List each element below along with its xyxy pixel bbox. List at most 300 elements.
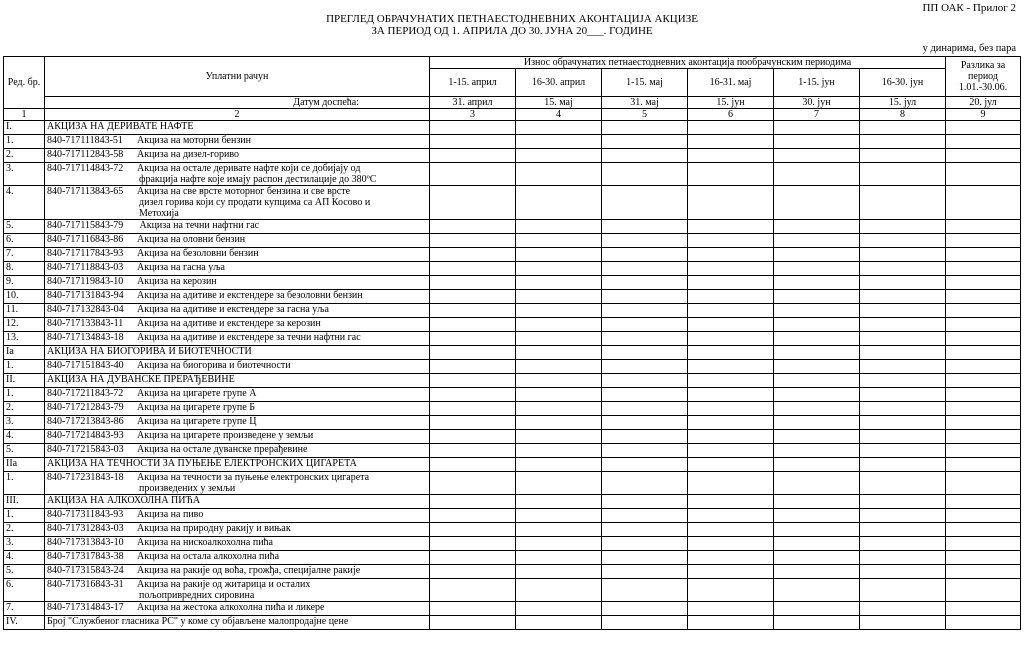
amount-cell[interactable] xyxy=(430,495,516,509)
amount-cell[interactable] xyxy=(860,602,946,616)
amount-cell[interactable] xyxy=(688,374,774,388)
amount-cell[interactable] xyxy=(860,276,946,290)
amount-cell[interactable] xyxy=(430,346,516,360)
amount-cell[interactable] xyxy=(602,495,688,509)
row-description xyxy=(45,402,430,416)
amount-cell[interactable] xyxy=(860,332,946,346)
amount-cell[interactable] xyxy=(516,290,602,304)
amount-cell[interactable] xyxy=(516,551,602,565)
amount-cell[interactable] xyxy=(946,444,1021,458)
amount-cell[interactable] xyxy=(602,276,688,290)
amount-cell[interactable] xyxy=(430,248,516,262)
amount-cell[interactable] xyxy=(946,616,1021,630)
amount-cell[interactable] xyxy=(774,248,860,262)
amount-cell[interactable] xyxy=(602,472,688,495)
amount-cell[interactable] xyxy=(774,537,860,551)
amount-cell[interactable] xyxy=(516,149,602,163)
amount-cell[interactable] xyxy=(516,430,602,444)
amount-cell[interactable] xyxy=(860,537,946,551)
amount-cell[interactable] xyxy=(516,135,602,149)
amount-cell[interactable] xyxy=(946,602,1021,616)
amount-cell[interactable] xyxy=(946,579,1021,602)
amount-cell[interactable] xyxy=(860,360,946,374)
amount-cell[interactable] xyxy=(860,579,946,602)
row-number: 8. xyxy=(4,262,45,276)
amount-cell[interactable] xyxy=(430,186,516,220)
amount-cell[interactable] xyxy=(774,402,860,416)
amount-cell[interactable] xyxy=(946,388,1021,402)
amount-cell[interactable] xyxy=(774,509,860,523)
amount-cell[interactable] xyxy=(860,220,946,234)
description-text: Акциза на безоловни бензин xyxy=(137,248,259,259)
amount-cell[interactable] xyxy=(688,416,774,430)
amount-cell[interactable] xyxy=(516,186,602,220)
amount-cell[interactable] xyxy=(516,374,602,388)
amount-cell[interactable] xyxy=(860,290,946,304)
table-row xyxy=(4,458,1021,472)
amount-cell[interactable] xyxy=(430,616,516,630)
amount-cell[interactable] xyxy=(688,248,774,262)
amount-cell[interactable] xyxy=(688,276,774,290)
amount-cell[interactable] xyxy=(946,523,1021,537)
amount-cell[interactable] xyxy=(602,430,688,444)
amount-cell[interactable] xyxy=(688,458,774,472)
description-text: Акциза на гасна уља xyxy=(137,262,225,273)
account-number: 840-717211843-72 xyxy=(47,388,124,399)
amount-cell[interactable] xyxy=(430,551,516,565)
amount-cell[interactable] xyxy=(688,523,774,537)
amount-cell[interactable] xyxy=(946,565,1021,579)
amount-cell[interactable] xyxy=(516,163,602,186)
row-description xyxy=(45,565,430,579)
amount-cell[interactable] xyxy=(430,388,516,402)
description-text: Акциза на нискоалкохолна пића xyxy=(137,537,273,548)
amount-cell[interactable] xyxy=(774,388,860,402)
amount-cell[interactable] xyxy=(516,318,602,332)
amount-cell[interactable] xyxy=(430,444,516,458)
amount-cell[interactable] xyxy=(602,186,688,220)
amount-cell[interactable] xyxy=(774,346,860,360)
amount-cell[interactable] xyxy=(946,472,1021,495)
account-number: 840-717314843-17 xyxy=(47,602,124,613)
description-text: АКЦИЗА НА ТЕЧНОСТИ ЗА ПУЊЕЊЕ ЕЛЕКТРОНСКИХ ЦИГАРЕТА xyxy=(47,458,357,469)
row-number: Iа xyxy=(4,346,45,360)
amount-cell[interactable] xyxy=(860,304,946,318)
amount-cell[interactable] xyxy=(430,220,516,234)
amount-cell[interactable] xyxy=(602,220,688,234)
header-row-due-dates xyxy=(4,97,1021,109)
amount-cell[interactable] xyxy=(602,444,688,458)
amount-cell[interactable] xyxy=(774,276,860,290)
amount-cell[interactable] xyxy=(946,248,1021,262)
amount-cell[interactable] xyxy=(688,186,774,220)
amount-cell[interactable] xyxy=(602,163,688,186)
amount-cell[interactable] xyxy=(602,304,688,318)
table-row xyxy=(4,149,1021,163)
row-number: 4. xyxy=(4,551,45,565)
amount-cell[interactable] xyxy=(516,537,602,551)
amount-cell[interactable] xyxy=(602,551,688,565)
amount-cell[interactable] xyxy=(602,458,688,472)
amount-cell[interactable] xyxy=(946,163,1021,186)
amount-cell[interactable] xyxy=(602,402,688,416)
amount-cell[interactable] xyxy=(946,276,1021,290)
row-description xyxy=(45,234,430,248)
amount-cell[interactable] xyxy=(602,523,688,537)
amount-cell[interactable] xyxy=(774,360,860,374)
amount-cell[interactable] xyxy=(946,121,1021,135)
amount-cell[interactable] xyxy=(602,388,688,402)
amount-cell[interactable] xyxy=(774,290,860,304)
description-text: Акциза на адитиве и екстендере за безоловни бензин xyxy=(137,290,363,301)
amount-cell[interactable] xyxy=(946,290,1021,304)
amount-cell[interactable] xyxy=(946,537,1021,551)
amount-cell[interactable] xyxy=(860,472,946,495)
row-description xyxy=(45,262,430,276)
amount-cell[interactable] xyxy=(688,163,774,186)
amount-cell[interactable] xyxy=(774,186,860,220)
amount-cell[interactable] xyxy=(688,346,774,360)
amount-cell[interactable] xyxy=(516,121,602,135)
amount-cell[interactable] xyxy=(946,458,1021,472)
description-text: Акциза на жестока алкохолна пића и ликере xyxy=(137,602,325,613)
amount-cell[interactable] xyxy=(946,220,1021,234)
amount-cell[interactable] xyxy=(688,234,774,248)
amount-cell[interactable] xyxy=(774,430,860,444)
amount-cell[interactable] xyxy=(688,537,774,551)
amount-cell[interactable] xyxy=(946,495,1021,509)
amount-cell[interactable] xyxy=(516,332,602,346)
description-text: Акциза на ракије од житарица и осталих xyxy=(137,579,311,590)
amount-cell[interactable] xyxy=(430,509,516,523)
amount-cell[interactable] xyxy=(602,346,688,360)
table-row xyxy=(4,374,1021,388)
amount-cell[interactable] xyxy=(688,262,774,276)
description-text: Акциза на биогорива и биотечности xyxy=(137,360,291,371)
amount-cell[interactable] xyxy=(516,402,602,416)
amount-cell[interactable] xyxy=(860,234,946,248)
amount-cell[interactable] xyxy=(860,149,946,163)
amount-cell[interactable] xyxy=(516,523,602,537)
amount-cell[interactable] xyxy=(430,121,516,135)
table-row xyxy=(4,579,1021,602)
amount-cell[interactable] xyxy=(430,135,516,149)
account-number: 840-717132843-04 xyxy=(47,304,124,315)
description-text: Акциза на природну ракију и вињак xyxy=(137,523,291,534)
amount-cell[interactable] xyxy=(516,579,602,602)
amount-cell[interactable] xyxy=(860,248,946,262)
amount-cell[interactable] xyxy=(688,290,774,304)
amount-cell[interactable] xyxy=(688,579,774,602)
row-number: 6. xyxy=(4,234,45,248)
amount-cell[interactable] xyxy=(602,332,688,346)
amount-cell[interactable] xyxy=(430,537,516,551)
amount-cell[interactable] xyxy=(688,304,774,318)
description-text: Акциза на пиво xyxy=(137,509,204,520)
amount-cell[interactable] xyxy=(946,262,1021,276)
amount-cell[interactable] xyxy=(860,402,946,416)
amount-cell[interactable] xyxy=(516,234,602,248)
amount-cell[interactable] xyxy=(774,458,860,472)
table-row xyxy=(4,318,1021,332)
amount-cell[interactable] xyxy=(516,472,602,495)
row-number: 9. xyxy=(4,276,45,290)
form-code: ПП ОАК - Прилог 2 xyxy=(922,2,1016,14)
amount-cell[interactable] xyxy=(688,332,774,346)
amount-cell[interactable] xyxy=(688,444,774,458)
amount-cell[interactable] xyxy=(516,602,602,616)
account-number: 840-717119843-10 xyxy=(47,276,124,287)
amount-cell[interactable] xyxy=(946,430,1021,444)
amount-cell[interactable] xyxy=(774,163,860,186)
amount-cell[interactable] xyxy=(774,602,860,616)
amount-cell[interactable] xyxy=(946,402,1021,416)
amount-cell[interactable] xyxy=(602,135,688,149)
amount-cell[interactable] xyxy=(774,565,860,579)
amount-cell[interactable] xyxy=(602,248,688,262)
amount-cell[interactable] xyxy=(688,430,774,444)
amount-cell[interactable] xyxy=(430,523,516,537)
amount-cell[interactable] xyxy=(516,416,602,430)
amount-cell[interactable] xyxy=(602,360,688,374)
amount-cell[interactable] xyxy=(602,262,688,276)
amount-cell[interactable] xyxy=(688,616,774,630)
amount-cell[interactable] xyxy=(430,234,516,248)
account-number: 840-717316843-31 xyxy=(47,579,124,590)
amount-cell[interactable] xyxy=(774,495,860,509)
amount-cell[interactable] xyxy=(430,163,516,186)
row-description xyxy=(45,537,430,551)
amount-cell[interactable] xyxy=(516,495,602,509)
col-number: 7 xyxy=(774,109,860,121)
description-text: Акциза на ракије од воћа, грожђа, специјалне ракије xyxy=(137,565,361,576)
amount-cell[interactable] xyxy=(946,149,1021,163)
amount-cell[interactable] xyxy=(774,523,860,537)
amount-cell[interactable] xyxy=(688,388,774,402)
amount-cell[interactable] xyxy=(602,602,688,616)
header-row-group xyxy=(4,57,1021,69)
row-number: 7. xyxy=(4,248,45,262)
row-description xyxy=(45,276,430,290)
amount-cell[interactable] xyxy=(946,186,1021,220)
amount-cell[interactable] xyxy=(430,290,516,304)
row-number: 4. xyxy=(4,430,45,444)
row-number: 10. xyxy=(4,290,45,304)
amount-cell[interactable] xyxy=(516,262,602,276)
amount-cell[interactable] xyxy=(430,416,516,430)
amount-cell[interactable] xyxy=(774,149,860,163)
header-period: 1-15. јун xyxy=(774,69,860,97)
amount-cell[interactable] xyxy=(774,234,860,248)
amount-cell[interactable] xyxy=(860,163,946,186)
row-description xyxy=(45,616,430,630)
amount-cell[interactable] xyxy=(774,332,860,346)
amount-cell[interactable] xyxy=(946,374,1021,388)
table-row xyxy=(4,602,1021,616)
amount-cell[interactable] xyxy=(688,402,774,416)
amount-cell[interactable] xyxy=(688,602,774,616)
amount-cell[interactable] xyxy=(946,332,1021,346)
row-description xyxy=(45,579,430,602)
amount-cell[interactable] xyxy=(516,565,602,579)
amount-cell[interactable] xyxy=(774,551,860,565)
amount-cell[interactable] xyxy=(946,551,1021,565)
amount-cell[interactable] xyxy=(774,262,860,276)
account-number: 840-717315843-24 xyxy=(47,565,124,576)
row-description xyxy=(45,509,430,523)
row-number: 6. xyxy=(4,579,45,602)
amount-cell[interactable] xyxy=(602,416,688,430)
amount-cell[interactable] xyxy=(774,444,860,458)
amount-cell[interactable] xyxy=(774,220,860,234)
amount-cell[interactable] xyxy=(430,565,516,579)
amount-cell[interactable] xyxy=(602,290,688,304)
amount-cell[interactable] xyxy=(430,304,516,318)
amount-cell[interactable] xyxy=(860,495,946,509)
amount-cell[interactable] xyxy=(602,374,688,388)
amount-cell[interactable] xyxy=(602,318,688,332)
amount-cell[interactable] xyxy=(430,276,516,290)
table-row xyxy=(4,565,1021,579)
amount-cell[interactable] xyxy=(860,416,946,430)
amount-cell[interactable] xyxy=(774,616,860,630)
table-row xyxy=(4,262,1021,276)
amount-cell[interactable] xyxy=(860,186,946,220)
amount-cell[interactable] xyxy=(860,388,946,402)
amount-cell[interactable] xyxy=(430,472,516,495)
amount-cell[interactable] xyxy=(430,360,516,374)
amount-cell[interactable] xyxy=(516,388,602,402)
amount-cell[interactable] xyxy=(430,374,516,388)
amount-cell[interactable] xyxy=(774,374,860,388)
amount-cell[interactable] xyxy=(688,360,774,374)
amount-cell[interactable] xyxy=(602,121,688,135)
amount-cell[interactable] xyxy=(860,374,946,388)
amount-cell[interactable] xyxy=(430,430,516,444)
col-number: 5 xyxy=(602,109,688,121)
row-number: 2. xyxy=(4,402,45,416)
header-due-date: 15. јул xyxy=(860,97,946,109)
amount-cell[interactable] xyxy=(946,318,1021,332)
table-row xyxy=(4,290,1021,304)
amount-cell[interactable] xyxy=(516,360,602,374)
amount-cell[interactable] xyxy=(774,472,860,495)
amount-cell[interactable] xyxy=(430,332,516,346)
row-description xyxy=(45,163,430,186)
amount-cell[interactable] xyxy=(602,616,688,630)
amount-cell[interactable] xyxy=(688,551,774,565)
amount-cell[interactable] xyxy=(602,149,688,163)
amount-cell[interactable] xyxy=(860,346,946,360)
row-description xyxy=(45,318,430,332)
amount-cell[interactable] xyxy=(688,318,774,332)
amount-cell[interactable] xyxy=(516,444,602,458)
amount-cell[interactable] xyxy=(602,579,688,602)
amount-cell[interactable] xyxy=(946,346,1021,360)
table-row xyxy=(4,430,1021,444)
amount-cell[interactable] xyxy=(860,458,946,472)
amount-cell[interactable] xyxy=(430,262,516,276)
amount-cell[interactable] xyxy=(774,579,860,602)
amount-cell[interactable] xyxy=(774,135,860,149)
amount-cell[interactable] xyxy=(946,234,1021,248)
row-number: 5. xyxy=(4,220,45,234)
amount-cell[interactable] xyxy=(860,509,946,523)
amount-cell[interactable] xyxy=(860,135,946,149)
amount-cell[interactable] xyxy=(688,149,774,163)
amount-cell[interactable] xyxy=(860,551,946,565)
amount-cell[interactable] xyxy=(602,509,688,523)
amount-cell[interactable] xyxy=(946,509,1021,523)
amount-cell[interactable] xyxy=(516,458,602,472)
col-number: 8 xyxy=(860,109,946,121)
amount-cell[interactable] xyxy=(688,495,774,509)
table-row xyxy=(4,472,1021,495)
amount-cell[interactable] xyxy=(860,262,946,276)
amount-cell[interactable] xyxy=(430,458,516,472)
amount-cell[interactable] xyxy=(860,430,946,444)
header-period: 1-15. мај xyxy=(602,69,688,97)
header-period: 16-30. април xyxy=(516,69,602,97)
table-row xyxy=(4,248,1021,262)
amount-cell[interactable] xyxy=(516,276,602,290)
amount-cell[interactable] xyxy=(516,220,602,234)
amount-cell[interactable] xyxy=(860,318,946,332)
table-row xyxy=(4,388,1021,402)
description-text: АКЦИЗА НА ДЕРИВАТЕ НАФТЕ xyxy=(47,121,194,132)
amount-cell[interactable] xyxy=(688,472,774,495)
amount-cell[interactable] xyxy=(860,616,946,630)
table-row xyxy=(4,402,1021,416)
row-description xyxy=(45,290,430,304)
amount-cell[interactable] xyxy=(946,304,1021,318)
amount-cell[interactable] xyxy=(688,135,774,149)
amount-cell[interactable] xyxy=(430,602,516,616)
description-text: Акциза на моторни бензин xyxy=(137,135,251,146)
amount-cell[interactable] xyxy=(602,234,688,248)
amount-cell[interactable] xyxy=(946,416,1021,430)
amount-cell[interactable] xyxy=(688,220,774,234)
amount-cell[interactable] xyxy=(516,616,602,630)
amount-cell[interactable] xyxy=(774,318,860,332)
amount-cell[interactable] xyxy=(430,579,516,602)
amount-cell[interactable] xyxy=(516,509,602,523)
amount-cell[interactable] xyxy=(516,248,602,262)
amount-cell[interactable] xyxy=(430,402,516,416)
amount-cell[interactable] xyxy=(516,346,602,360)
amount-cell[interactable] xyxy=(688,509,774,523)
amount-cell[interactable] xyxy=(516,304,602,318)
amount-cell[interactable] xyxy=(774,121,860,135)
amount-cell[interactable] xyxy=(602,565,688,579)
amount-cell[interactable] xyxy=(430,149,516,163)
amount-cell[interactable] xyxy=(688,121,774,135)
amount-cell[interactable] xyxy=(688,565,774,579)
amount-cell[interactable] xyxy=(430,318,516,332)
amount-cell[interactable] xyxy=(946,135,1021,149)
amount-cell[interactable] xyxy=(860,523,946,537)
amount-cell[interactable] xyxy=(860,444,946,458)
amount-cell[interactable] xyxy=(946,360,1021,374)
amount-cell[interactable] xyxy=(774,416,860,430)
amount-cell[interactable] xyxy=(774,304,860,318)
row-description xyxy=(45,248,430,262)
row-number: III. xyxy=(4,495,45,509)
amount-cell[interactable] xyxy=(602,537,688,551)
description-text: Акциза на адитиве и екстендере за керозин xyxy=(137,318,321,329)
amount-cell[interactable] xyxy=(860,121,946,135)
amount-cell[interactable] xyxy=(860,565,946,579)
